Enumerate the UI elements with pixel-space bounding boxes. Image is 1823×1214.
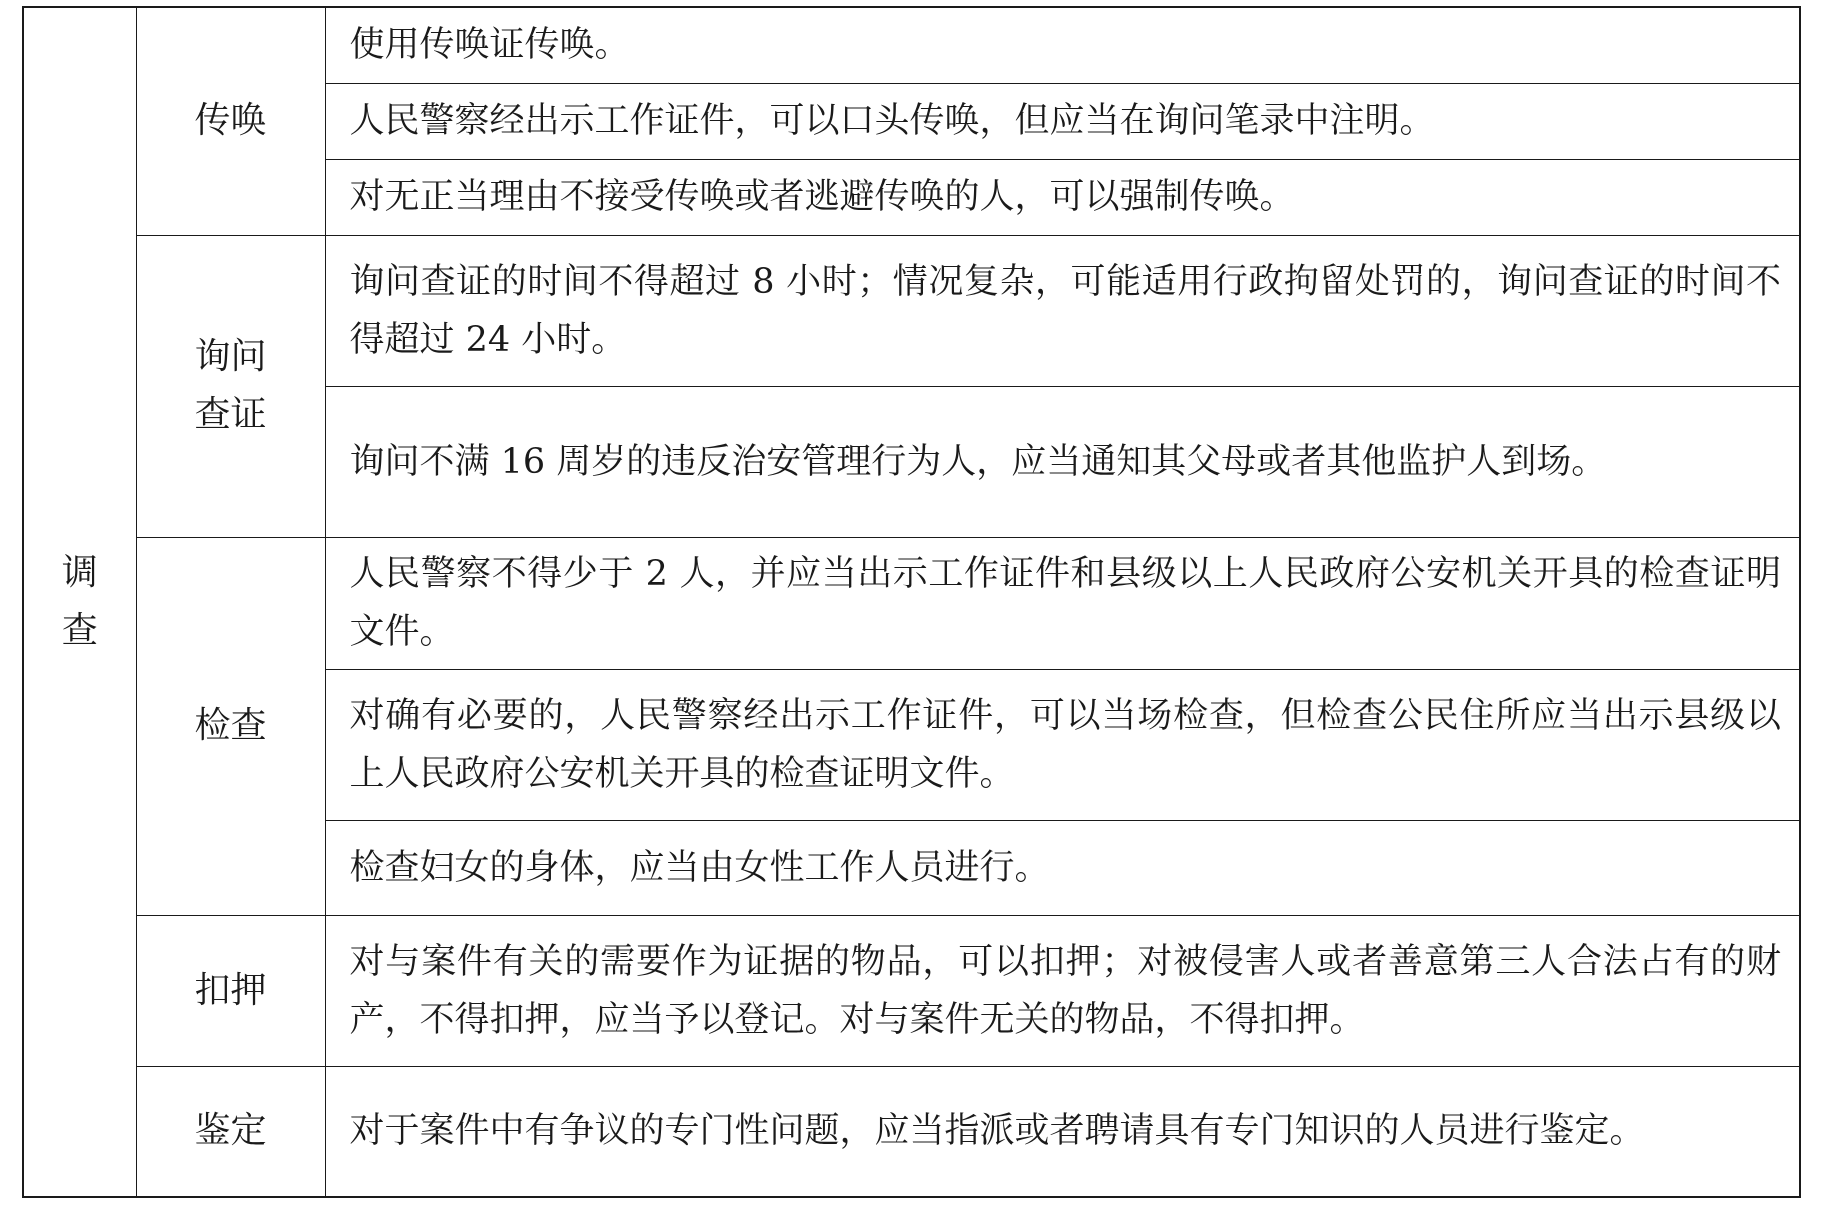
- section-label-cell: [136, 1066, 325, 1197]
- rule-cell: [325, 915, 1800, 1066]
- rule-cell: [325, 669, 1800, 820]
- rule-text: 询问不满 16 周岁的违反治安管理行为人，应当通知其父母或者其他监护人到场。: [349, 441, 1607, 482]
- table-row: [23, 915, 1800, 1066]
- section-label-inspection: 检查: [194, 705, 267, 746]
- rule-text: 人民警察不得少于 2 人，并应当出示工作证件和县级以上人民政府公安机关开具的检查证明文件。: [349, 554, 1781, 652]
- section-label-appraisal: 鉴定: [194, 1110, 267, 1152]
- section-label-summons: 传唤: [194, 100, 267, 142]
- rule-text: 对无正当理由不接受传唤或者逃避传唤的人，可以强制传唤。: [349, 177, 1295, 217]
- section-label-inquiry: 询问查证: [194, 336, 267, 435]
- section-label-cell: [136, 915, 325, 1066]
- main-category-label: 调查: [61, 552, 98, 651]
- rule-cell: [325, 159, 1800, 235]
- rule-text: 对确有必要的，人民警察经出示工作证件，可以当场检查，但检查公民住所应当出示县级以上人民政府公安机关开具的检查证明文件。: [349, 695, 1781, 794]
- rule-cell: [325, 1066, 1800, 1197]
- investigation-table: [22, 6, 1801, 1198]
- rule-text: 询问查证的时间不得超过 8 小时；情况复杂，可能适用行政拘留处罚的，询问查证的时间不得超过 24 小时。: [349, 261, 1781, 360]
- rule-cell: [325, 386, 1800, 537]
- section-label-cell: [136, 7, 325, 235]
- rule-cell: [325, 7, 1800, 83]
- section-label-seizure: 扣押: [194, 969, 267, 1011]
- table-row: [23, 235, 1800, 386]
- rule-cell: [325, 83, 1800, 159]
- table-row: [23, 537, 1800, 669]
- rule-cell: [325, 235, 1800, 386]
- rule-cell: [325, 537, 1800, 669]
- rule-text: 对于案件中有争议的专门性问题，应当指派或者聘请具有专门知识的人员进行鉴定。: [349, 1111, 1645, 1152]
- main-category-cell: [23, 7, 136, 1197]
- table-row: [23, 7, 1800, 83]
- section-label-cell: [136, 235, 325, 537]
- rule-text: 对与案件有关的需要作为证据的物品，可以扣押；对被侵害人或者善意第三人合法占有的财产，不得扣押，应当予以登记。对与案件无关的物品，不得扣押。: [349, 941, 1781, 1040]
- rule-cell: [325, 820, 1800, 915]
- table-row: [23, 1066, 1800, 1197]
- section-label-cell: [136, 537, 325, 915]
- rule-text: 使用传唤证传唤。: [349, 25, 630, 66]
- rule-text: 检查妇女的身体，应当由女性工作人员进行。: [349, 847, 1050, 888]
- rule-text: 人民警察经出示工作证件，可以口头传唤，但应当在询问笔录中注明。: [349, 101, 1435, 141]
